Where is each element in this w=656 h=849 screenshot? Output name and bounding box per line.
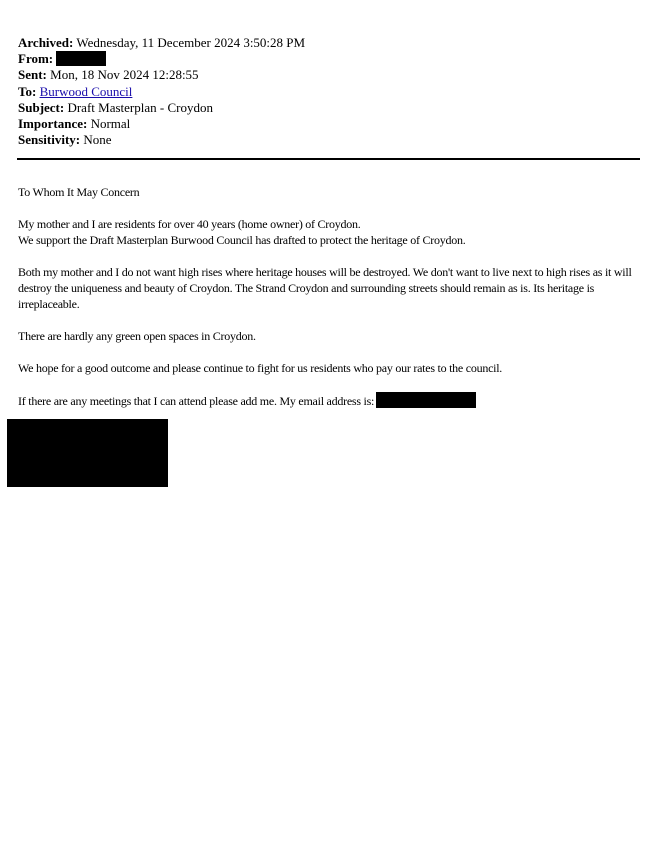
from-redaction: [56, 51, 106, 66]
email-address-redaction: [376, 392, 476, 408]
sensitivity-value: None: [83, 132, 112, 148]
importance-value: Normal: [90, 115, 131, 131]
paragraph-4-text: We hope for a good outcome and please continue to fight for us residents who pay our rates to the council.: [18, 361, 503, 375]
archived-row: [18, 35, 638, 51]
importance-label: Importance:: [18, 115, 88, 131]
email-paragraph-1: [18, 216, 644, 248]
from-row: [18, 51, 638, 67]
paragraph-3-text: There are hardly any green open spaces in Croydon.: [18, 329, 256, 343]
paragraph-1-line-1: My mother and I are residents for over 40 years (home owner) of Croydon.: [18, 217, 361, 231]
email-paragraph-2: [18, 264, 644, 312]
to-row: [18, 84, 638, 100]
to-label: To:: [18, 83, 37, 99]
sent-row: [18, 67, 638, 83]
email-paragraph-3: [18, 328, 644, 344]
paragraph-1-line-2: We support the Draft Masterplan Burwood Council has drafted to protect the heritage of Croydon.: [18, 233, 466, 247]
email-paragraph-5: [18, 392, 644, 409]
email-header: [18, 35, 638, 148]
paragraph-5-line: [18, 392, 644, 409]
signature-redaction: [7, 419, 168, 487]
paragraph-2-text: Both my mother and I do not want high rises where heritage houses will be destroyed. We don't want to live next to high rises as it will destroy the uniqueness and beauty of Croydon. The Strand Croydon and surrounding streets should remain as is. Its heritage is irreplaceable.: [18, 265, 632, 311]
sensitivity-row: [18, 132, 638, 148]
to-recipient-link[interactable]: Burwood Council: [39, 83, 133, 99]
subject-value: Draft Masterplan - Croydon: [67, 99, 213, 115]
header-divider: [17, 158, 640, 160]
sent-label: Sent:: [18, 67, 47, 83]
email-paragraph-4: [18, 360, 644, 376]
sensitivity-label: Sensitivity:: [18, 132, 81, 148]
paragraph-5-text: If there are any meetings that I can attend please add me. My email address is:: [18, 394, 375, 408]
importance-row: [18, 116, 638, 132]
archived-label: Archived:: [18, 35, 74, 50]
sent-value: Mon, 18 Nov 2024 12:28:55: [50, 67, 199, 83]
from-label: From:: [18, 51, 54, 67]
greeting-text: To Whom It May Concern: [18, 185, 140, 199]
email-greeting: [18, 184, 644, 200]
subject-row: [18, 100, 638, 116]
subject-label: Subject:: [18, 99, 65, 115]
archived-value: Wednesday, 11 December 2024 3:50:28 PM: [76, 35, 306, 50]
